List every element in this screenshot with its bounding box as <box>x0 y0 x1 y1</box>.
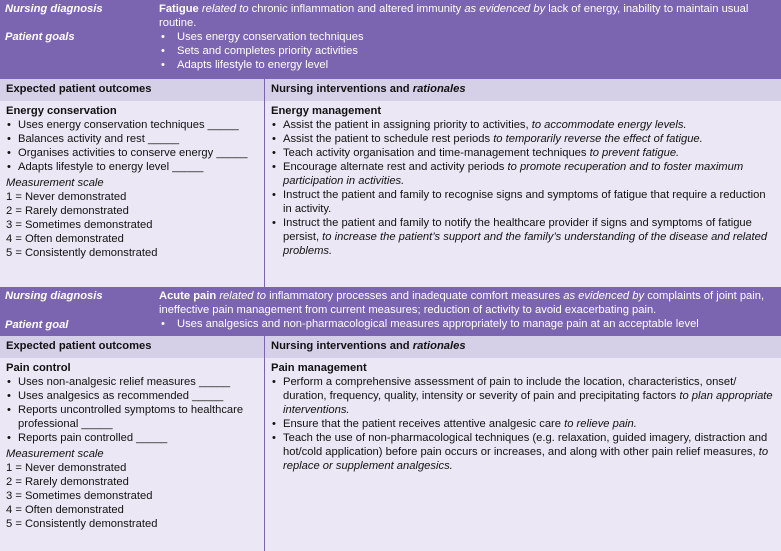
intervention-title: Pain management <box>271 362 367 374</box>
scale-item: 1 = Never demonstrated <box>6 191 127 203</box>
care-plan-body-acute-pain <box>0 358 781 551</box>
column-header-row <box>0 335 781 358</box>
intervention-item: • Assist the patient in assigning priority to activities, to accommodate energy levels. <box>271 118 775 132</box>
outcome-title: Pain control <box>6 362 71 374</box>
interventions-list <box>271 118 775 258</box>
scale-item: 1 = Never demonstrated <box>6 462 127 474</box>
outcomes-column <box>0 358 265 551</box>
goal-item: • Uses analgesics and non-pharmacological measures appropriately to manage pain at an acceptable level <box>159 317 775 331</box>
nursing-diagnosis-text <box>159 2 775 30</box>
outcome-item: • Adapts lifestyle to energy level _____ <box>6 160 258 174</box>
patient-goals-list <box>159 317 775 331</box>
outcome-item: • Uses analgesics as recommended _____ <box>6 389 258 403</box>
scale-item: 4 = Often demonstrated <box>6 504 124 516</box>
care-plan-body-fatigue <box>0 101 781 287</box>
patient-goals-list <box>159 30 775 72</box>
diagnosis-evidence: lack of energy, inability to maintain usual routine. <box>159 3 749 29</box>
scale-item: 5 = Consistently demonstrated <box>6 518 158 530</box>
intervention-item: • Perform a comprehensive assessment of pain to include the location, characteristics, onset/ duration, frequency, quality, intensity or severity of pain and precipitating factors to plan appropriate interventions. <box>271 375 775 417</box>
scale-item: 2 = Rarely demonstrated <box>6 205 129 217</box>
goal-item: • Sets and completes priority activities <box>159 44 775 58</box>
interventions-header: Nursing interventions and rationales <box>271 83 466 95</box>
intervention-item: • Instruct the patient and family to recognise signs and symptoms of fatigue that require a reduction in activity. <box>271 188 775 216</box>
patient-goal-label: Patient goal <box>5 319 69 331</box>
diagnosis-evidenced-by: as evidenced by <box>563 290 645 302</box>
diagnosis-related-to: related to <box>219 290 266 302</box>
intervention-item: • Teach the use of non-pharmacological techniques (e.g. relaxation, guided imagery, distraction and hot/cold application) before pain occurs or increases, and along with other pain relief measures, to replace or supplement analgesics. <box>271 431 775 473</box>
nursing-diagnosis-label: Nursing diagnosis <box>5 290 103 302</box>
column-header-row <box>0 78 781 101</box>
outcome-item: • Uses energy conservation techniques _____ <box>6 118 258 132</box>
intervention-item: • Encourage alternate rest and activity periods to promote recuperation and to foster maximum participation in activities. <box>271 160 775 188</box>
outcome-title: Energy conservation <box>6 105 117 117</box>
outcome-item: • Uses non-analgesic relief measures _____ <box>6 375 258 389</box>
scale-item: 3 = Sometimes demonstrated <box>6 490 153 502</box>
diagnosis-cause: chronic inflammation and altered immunity <box>251 3 462 15</box>
interventions-column <box>265 358 781 551</box>
intervention-title: Energy management <box>271 105 382 117</box>
outcome-item: • Balances activity and rest _____ <box>6 132 258 146</box>
diagnosis-term: Fatigue <box>159 3 199 15</box>
intervention-item: • Teach activity organisation and time-management techniques to prevent fatigue. <box>271 146 775 160</box>
diagnosis-band-fatigue <box>0 0 781 78</box>
interventions-header: Nursing interventions and rationales <box>271 340 466 352</box>
outcomes-list <box>6 375 258 445</box>
patient-goals-label: Patient goals <box>5 31 75 43</box>
outcome-item: • Reports pain controlled _____ <box>6 431 258 445</box>
nursing-diagnosis-text <box>159 289 775 317</box>
diagnosis-evidenced-by: as evidenced by <box>464 3 546 15</box>
diagnosis-band-acute-pain <box>0 287 781 335</box>
goal-item: • Uses energy conservation techniques <box>159 30 775 44</box>
goal-item: • Adapts lifestyle to energy level <box>159 58 775 72</box>
outcomes-header: Expected patient outcomes <box>0 79 265 101</box>
outcome-item: • Organises activities to conserve energy _____ <box>6 146 258 160</box>
outcomes-list <box>6 118 258 174</box>
scale-item: 4 = Often demonstrated <box>6 233 124 245</box>
intervention-item: • Assist the patient to schedule rest periods to temporarily reverse the effect of fatigue. <box>271 132 775 146</box>
scale-item: 3 = Sometimes demonstrated <box>6 219 153 231</box>
scale-item: 5 = Consistently demonstrated <box>6 247 158 259</box>
outcome-item: • Reports uncontrolled symptoms to healthcare professional _____ <box>6 403 258 431</box>
outcomes-column <box>0 101 265 287</box>
interventions-list <box>271 375 775 473</box>
interventions-column <box>265 101 781 287</box>
intervention-item: • Ensure that the patient receives attentive analgesic care to relieve pain. <box>271 417 775 431</box>
nursing-diagnosis-label: Nursing diagnosis <box>5 3 103 15</box>
outcomes-header: Expected patient outcomes <box>0 336 265 358</box>
diagnosis-cause: inflammatory processes and inadequate comfort measures <box>269 290 561 302</box>
intervention-item: • Instruct the patient and family to notify the healthcare provider if signs and symptoms of fatigue persist, to increase the patient’s support and the family’s understanding of the disease and related problems. <box>271 216 775 258</box>
scale-item: 2 = Rarely demonstrated <box>6 476 129 488</box>
measurement-scale-title: Measurement scale <box>6 448 104 460</box>
measurement-scale-title: Measurement scale <box>6 177 104 189</box>
diagnosis-evidence: complaints of joint pain, ineffective pain management from current measures; reduction of activity to avoid exacerbating pain. <box>159 290 765 316</box>
diagnosis-related-to: related to <box>201 3 249 15</box>
diagnosis-term: Acute pain <box>159 290 217 302</box>
